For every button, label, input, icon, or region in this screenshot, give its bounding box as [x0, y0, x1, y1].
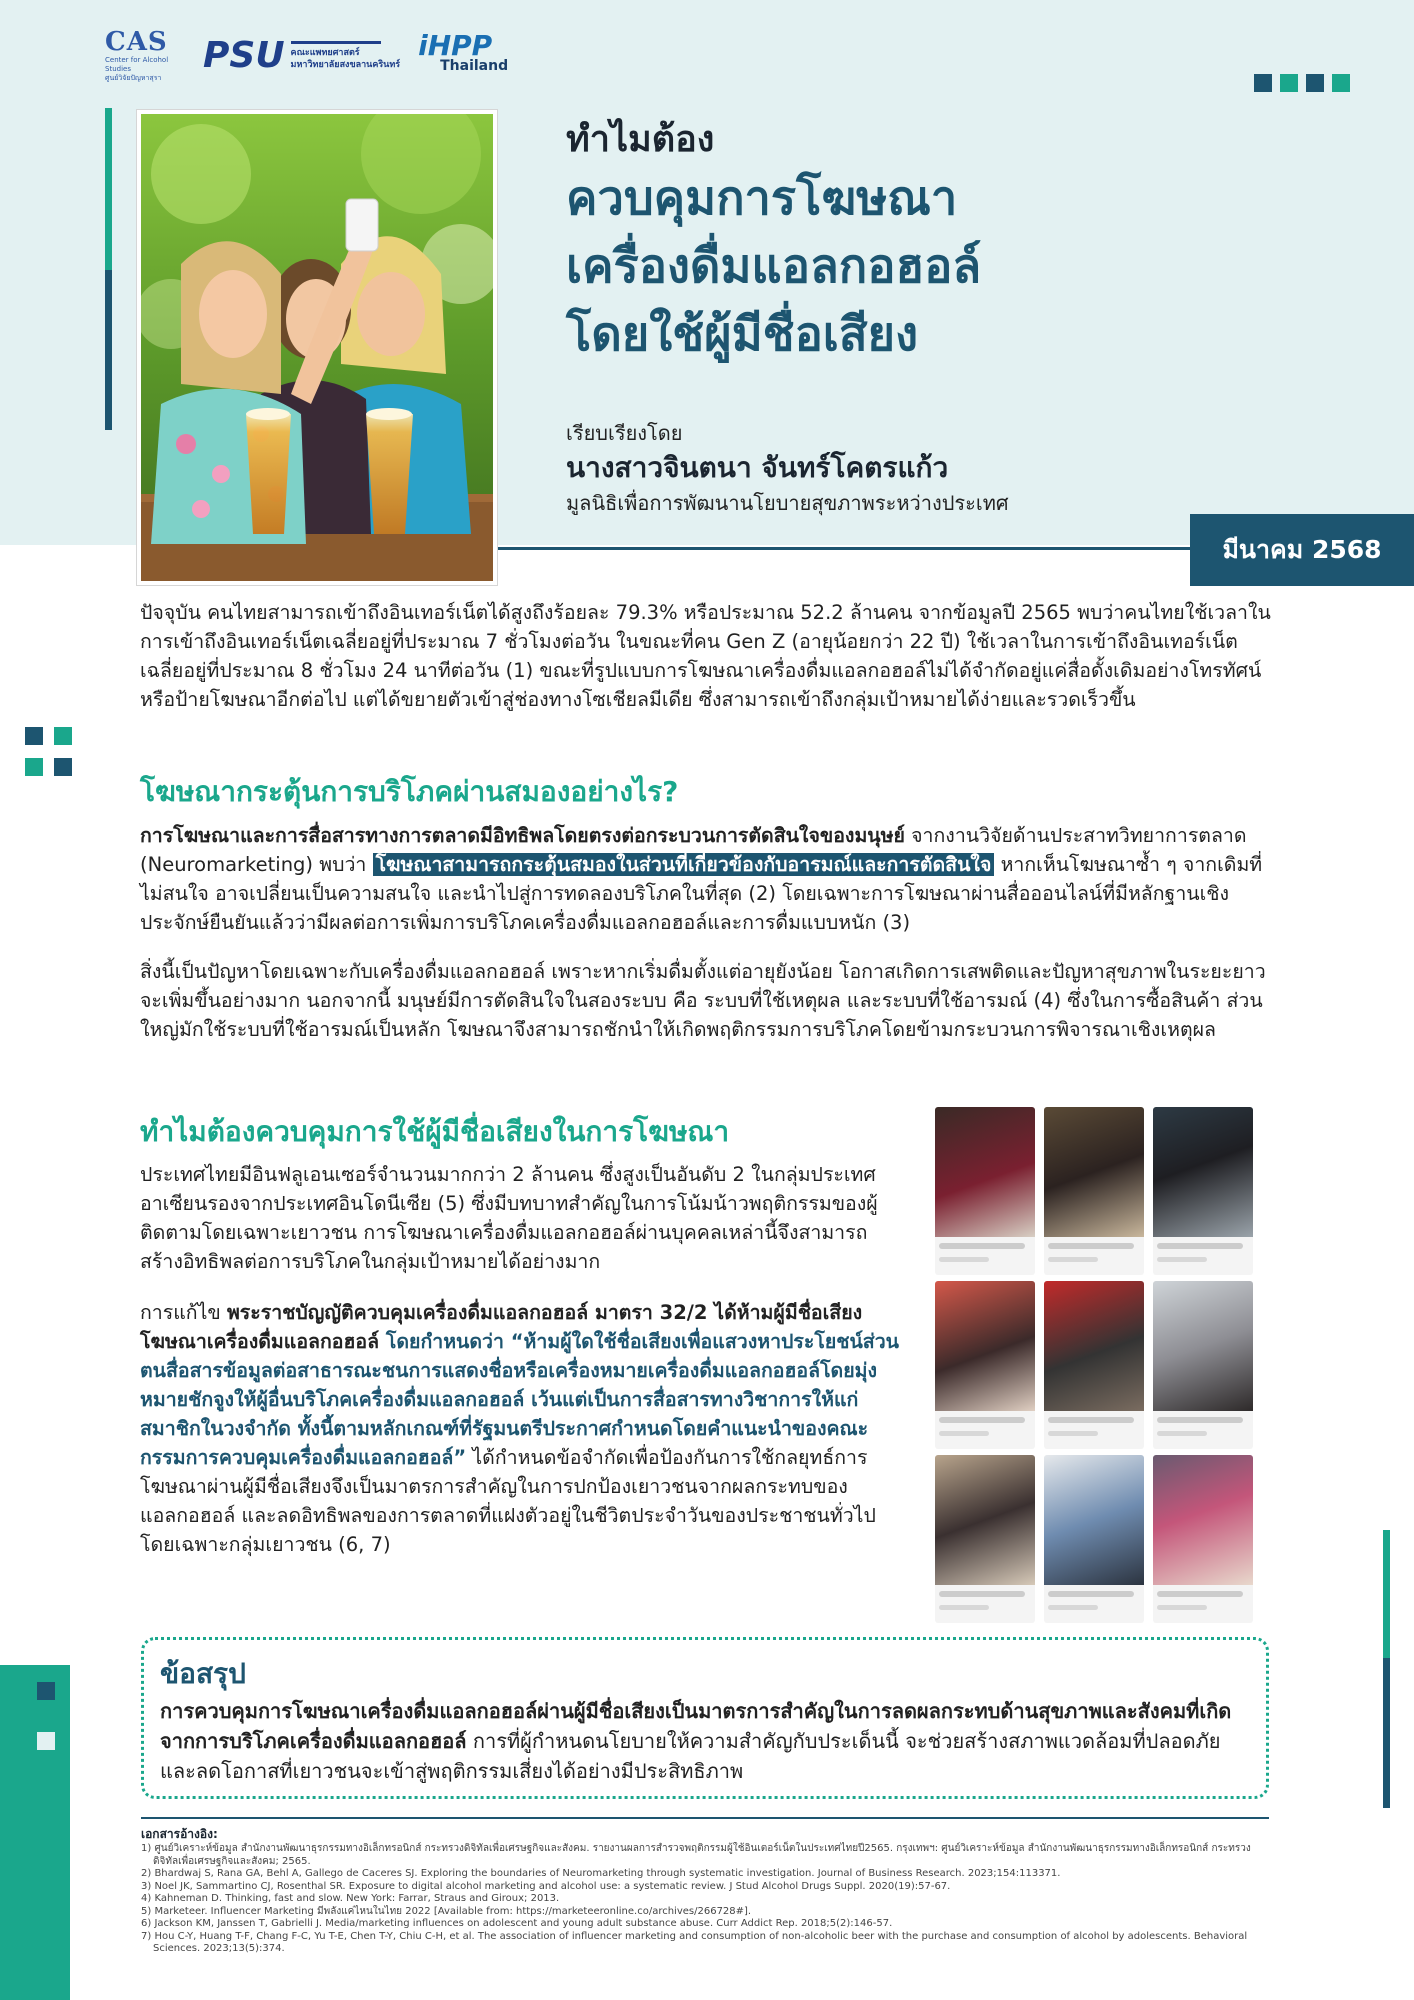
- section2-paragraph-1: ประเทศไทยมีอินฟลูเอนเซอร์จำนวนมากกว่า 2 ล้านคน ซึ่งสูงเป็นอันดับ 2 ในกลุ่มประเทศอาเซียนรองจากประเทศอินโดนีเซีย (5) ซึ่งมีบทบาทสำคัญในการโน้มน้าวพฤติกรรมของผู้ติดตามโดยเฉพาะเยาวชน การโฆษณาเครื่องดื่มแอลกอฮอล์ผ่านบุคคลเหล่านี้จึงสามารถสร้างอิทธิพลต่อการบริโภคในกลุ่มเป้าหมายได้อย่างมาก: [140, 1163, 878, 1273]
- section1-heading: โฆษณากระตุ้นการบริโภคผ่านสมองอย่างไร?: [140, 775, 679, 808]
- decor-square: [1332, 74, 1350, 92]
- decor-square: [25, 758, 43, 776]
- references-list: [141, 1843, 1269, 1956]
- psu-logo-line1: คณะแพทยศาสตร์: [290, 47, 360, 58]
- intro-paragraph: ปัจจุบัน คนไทยสามารถเข้าถึงอินเทอร์เน็ตได้สูงถึงร้อยละ 79.3% หรือประมาณ 52.2 ล้านคน จากข้อมูลปี 2565 พบว่าคนไทยใช้เวลาในการเข้าถึงอินเทอร์เน็ตเฉลี่ยอยู่ที่ประมาณ 7 ชั่วโมงต่อวัน ในขณะที่คน Gen Z (อายุน้อยกว่า 22 ปี) ใช้เวลาในการเข้าถึงอินเทอร์เน็ตเฉลี่ยอยู่ที่ประมาณ 8 ชั่วโมง 24 นาทีต่อวัน (1) ขณะที่รูปแบบการโฆษณาเครื่องดื่มแอลกอฮอล์ไม่ได้จำกัดอยู่แค่สื่อดั้งเดิมอย่างโทรทัศน์หรือป้ายโฆษณาอีกต่อไป แต่ได้ขยายตัวเข้าสู่ช่องทางโซเชียลมีเดีย ซึ่งสามารถเข้าถึงกลุ่มเป้าหมายได้ง่ายและรวดเร็วขึ้น: [140, 601, 1271, 711]
- author-block: [566, 418, 1206, 518]
- summary-title: ข้อสรุป: [160, 1657, 246, 1690]
- ihpp-logo-country: Thailand: [440, 57, 509, 74]
- date-tag: มีนาคม 2568: [1190, 514, 1414, 586]
- ihpp-logo-text: iHPP: [418, 28, 493, 62]
- author-organization: มูลนิธิเพื่อการพัฒนานโยบายสุขภาพระหว่างประเทศ: [566, 491, 1009, 515]
- reference-item: 6) Jackson KM, Janssen T, Gabrielli J. Media/marketing influences on adolescent and young adult substance abuse. Curr Addict Rep. 2018;5(2):146-57.: [141, 1918, 893, 1929]
- decor-square: [37, 1682, 55, 1700]
- right-accent-green: [1383, 1530, 1390, 1658]
- photo-accent-navy: [105, 270, 112, 430]
- title-line-2: ควบคุมการโฆษณา: [566, 171, 958, 226]
- author-label: เรียบเรียงโดย: [566, 421, 683, 445]
- logo-row: [105, 28, 508, 83]
- reference-item: 2) Bhardwaj S, Rana GA, Behl A, Gallego de Caceres SJ. Exploring the boundaries of Neuromarketing through systematic investigation. Journal of Business Research. 2023;154:113371.: [141, 1868, 1061, 1879]
- psu-logo: [203, 35, 400, 76]
- decor-square: [1254, 74, 1272, 92]
- decor-square: [54, 727, 72, 745]
- summary-rest: การที่ผู้กำหนดนโยบายให้ความสำคัญกับประเด็นนี้ จะช่วยสร้างสภาพแวดล้อมที่ปลอดภัยและลดโอกาสที่เยาวชนจะเข้าสู่พฤติกรรมเสี่ยงได้อย่างมีประสิทธิภาพ: [160, 1729, 1221, 1783]
- section1-p1-text-b: หากเห็นโฆษณาซ้ำ ๆ จากเดิมที่ไม่สนใจ อาจเปลี่ยนเป็นความสนใจ และนำไปสู่การทดลองบริโภคในที่สุด (2) โดยเฉพาะการโฆษณาผ่านสื่อออนไลน์ที่มีหลักฐานเชิงประจักษ์ยืนยันแล้วว่ามีผลต่อการเพิ่มการบริโภคเครื่องดื่มแอลกอฮอล์และการดื่มแบบหนัก (3): [140, 853, 1263, 934]
- section1-paragraph-2: สิ่งนี้เป็นปัญหาโดยเฉพาะกับเครื่องดื่มแอลกอฮอล์ เพราะหากเริ่มดื่มตั้งแต่อายุยังน้อย โอกาสเกิดการเสพติดและปัญหาสุขภาพในระยะยาวจะเพิ่มขึ้นอย่างมาก นอกจากนี้ มนุษย์มีการตัดสินใจในสองระบบ คือ ระบบที่ใช้เหตุผล และระบบที่ใช้อารมณ์ (4) ซึ่งในการซื้อสินค้า ส่วนใหญ่มักใช้ระบบที่ใช้อารมณ์เป็นหลัก โฆษณาจึงสามารถชักนำให้เกิดพฤติกรรมการบริโภคโดยข้ามกระบวนการพิจารณาเชิงเหตุผล: [140, 960, 1266, 1041]
- social-post-thumbnail: [1044, 1281, 1144, 1449]
- decor-square: [37, 1732, 55, 1750]
- cas-logo-text: CAS: [105, 27, 168, 57]
- section1-p1-highlight: โฆษณาสามารถกระตุ้นสมองในส่วนที่เกี่ยวข้องกับอารมณ์และการตัดสินใจ: [373, 853, 995, 876]
- decor-square: [1280, 74, 1298, 92]
- reference-item: 5) Marketeer. Influencer Marketing มีพลังแค่ไหนในไทย 2022 [Available from: https://marketeeronline.co/archives/266728#].: [141, 1905, 752, 1917]
- social-post-thumbnail: [1153, 1455, 1253, 1623]
- title-line-4: โดยใช้ผู้มีชื่อเสียง: [566, 307, 919, 362]
- decor-square: [1306, 74, 1324, 92]
- section2-p2-text-b: ได้กำหนดข้อจำกัดเพื่อป้องกันการใช้กลยุทธ์การโฆษณาผ่านผู้มีชื่อเสียงจึงเป็นมาตรการสำคัญในการปกป้องเยาวชนจากผลกระทบของแอลกอฮอล์ และลดอิทธิพลของการตลาดที่แฝงตัวอยู่ในชีวิตประจำวันของประชาชนทั่วไปโดยเฉพาะกลุ่มเยาวชน (6, 7): [140, 1446, 876, 1556]
- section2-p2-text-a: การแก้ไข: [140, 1301, 227, 1324]
- section1-p1-bold: การโฆษณาและการสื่อสารทางการตลาดมีอิทธิพลโดยตรงต่อกระบวนการตัดสินใจของมนุษย์: [140, 824, 905, 847]
- reference-item: 7) Hou C-Y, Huang T-F, Chang F-C, Yu T-E, Chen T-Y, Chiu C-H, et al. The association of influencer marketing and consumption of non-alcoholic beer with the purchase and consumption of alcohol by adolescents. Behavioral Sciences. 2023;13(5):374.: [141, 1930, 1248, 1954]
- reference-item: 3) Noel JK, Sammartino CJ, Rosenthal SR. Exposure to digital alcohol marketing and alcohol use: a systematic review. J Stud Alcohol Drugs Suppl. 2020(19):57-67.: [141, 1880, 951, 1892]
- references-divider: [141, 1817, 1269, 1819]
- social-post-thumbnail: [1153, 1281, 1253, 1449]
- right-accent-navy: [1383, 1658, 1390, 1808]
- cas-logo-thai: ศูนย์วิจัยปัญหาสุรา: [105, 74, 162, 82]
- cas-logo: [105, 28, 185, 83]
- social-post-thumbnail: [1153, 1107, 1253, 1275]
- decor-square: [54, 758, 72, 776]
- reference-item: 4) Kahneman D. Thinking, fast and slow. New York: Farrar, Straus and Giroux; 2013.: [141, 1893, 560, 1904]
- social-post-thumbnail: [935, 1107, 1035, 1275]
- social-post-thumbnails: [935, 1107, 1253, 1623]
- hero-photo-frame: [137, 110, 497, 585]
- summary-text: [160, 1696, 1250, 1786]
- social-post-thumbnail: [1044, 1107, 1144, 1275]
- author-name: นางสาวจินตนา จันทร์โคตรแก้ว: [566, 451, 949, 484]
- ihpp-logo: [418, 28, 509, 76]
- decor-square: [25, 727, 43, 745]
- references-title: เอกสารอ้างอิง:: [141, 1827, 218, 1841]
- social-post-thumbnail: [1044, 1455, 1144, 1623]
- title-block: [566, 115, 1206, 369]
- title-line-1: ทำไมต้อง: [566, 119, 715, 160]
- hero-photo: [141, 114, 493, 581]
- photo-accent-green: [105, 108, 112, 270]
- summary-box: [141, 1637, 1269, 1799]
- section2-p2-bold: พระราชบัญญัติควบคุมเครื่องดื่มแอลกอฮอล์ มาตรา 32/2 ได้ห้ามผู้มีชื่อเสียงโฆษณาเครื่องดื่มแอลกอฮอล์: [140, 1301, 863, 1353]
- psu-logo-mark: PSU: [203, 35, 285, 76]
- section1-p1-text-a: จากงานวิจัยด้านประสาทวิทยาการตลาด (Neuromarketing) พบว่า: [140, 824, 1247, 876]
- reference-item: 1) ศูนย์วิเคราะห์ข้อมูล สำนักงานพัฒนาธุรกรรมทางอิเล็กทรอนิกส์ กระทรวงดิจิทัลเพื่อเศรษฐกิจและสังคม. รายงานผลการสำรวจพฤติกรรมผู้ใช้อินเตอร์เน็ตในประเทศไทยปี2565. กรุงเทพฯ: ศูนย์วิเคราะห์ข้อมูล สำนักงานพัฒนาธุรกรรมทางอิเล็กทรอนิกส์ กระทรวงดิจิทัลเพื่อเศรษฐกิจและสังคม; 2565.: [141, 1843, 1251, 1867]
- psu-logo-rule: [291, 41, 381, 44]
- section2-p2-quote: โดยกำหนดว่า “ห้ามผู้ใดใช้ชื่อเสียงเพื่อแสวงหาประโยชน์ส่วนตนสื่อสารข้อมูลต่อสาธารณะชนการแสดงชื่อหรือเครื่องหมายเครื่องดื่มแอลกอฮอล์โดยมุ่งหมายชักจูงให้ผู้อื่นบริโภคเครื่องดื่มแอลกอฮอล์ เว้นแต่เป็นการสื่อสารทางวิชาการให้แก่สมาชิกในวงจำกัด ทั้งนี้ตามหลักเกณฑ์ที่รัฐมนตรีประกาศกำหนดโดยคำแนะนำของคณะกรรมการควบคุมเครื่องดื่มแอลกอฮอล์”: [140, 1330, 899, 1469]
- header-divider-line: [497, 547, 1190, 550]
- left-green-bar: [0, 1665, 70, 2000]
- title-line-3: เครื่องดื่มแอลกอฮอล์: [566, 239, 982, 294]
- psu-logo-text: [291, 41, 401, 71]
- cas-logo-subtitle: Center for Alcohol Studies: [105, 56, 169, 73]
- section2-paragraph-2: [140, 1298, 910, 1559]
- psu-logo-line2: มหาวิทยาลัยสงขลานครินทร์: [290, 59, 401, 70]
- social-post-thumbnail: [935, 1455, 1035, 1623]
- section2-heading: ทำไมต้องควบคุมการใช้ผู้มีชื่อเสียงในการโฆษณา: [140, 1115, 730, 1148]
- selfie-photo-illustration: [141, 114, 493, 581]
- social-post-thumbnail: [935, 1281, 1035, 1449]
- summary-bold: การควบคุมการโฆษณาเครื่องดื่มแอลกอฮอล์ผ่านผู้มีชื่อเสียงเป็นมาตรการสำคัญในการลดผลกระทบด้านสุขภาพและสังคมที่เกิดจากการบริโภคเครื่องดื่มแอลกอฮอล์: [160, 1699, 1232, 1753]
- section1-paragraph-1: [140, 821, 1280, 937]
